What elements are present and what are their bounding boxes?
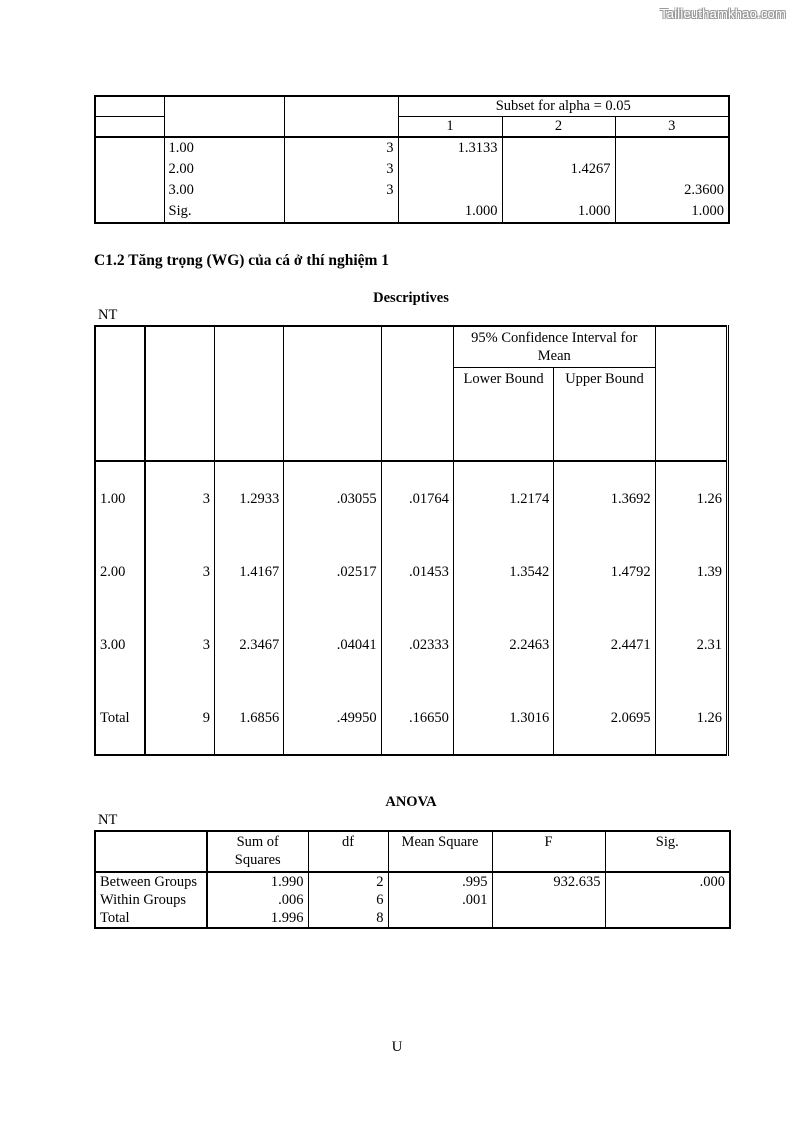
n-cell (284, 201, 398, 223)
subset-2-cell: 1.4267 (502, 159, 615, 180)
sd-cell: .04041 (284, 608, 381, 681)
se-cell: .16650 (381, 681, 453, 755)
source-cell: Between Groups (95, 872, 207, 891)
mean-cell: 1.6856 (214, 681, 283, 755)
group-cell: Sig. (164, 201, 284, 223)
n-cell: 3 (284, 159, 398, 180)
df-header: df (308, 831, 388, 872)
lower-bound-cell: 2.2463 (453, 608, 553, 681)
n-cell: 3 (145, 461, 214, 535)
source-cell: Total (95, 909, 207, 928)
subset-3-cell (615, 137, 729, 159)
sig-header: Sig. (605, 831, 730, 872)
anova-table (94, 830, 731, 929)
section-heading: C1.2 Tăng trọng (WG) của cá ở thí nghiệm 1 (94, 252, 390, 269)
se-cell: .02333 (381, 608, 453, 681)
f-header: F (492, 831, 605, 872)
ms-cell: .995 (388, 872, 492, 891)
upper-bound-header: Upper Bound (554, 368, 655, 462)
anova-header-row (95, 831, 730, 872)
descriptives-variable-label: NT (98, 307, 118, 323)
table-row (95, 201, 729, 223)
mean-cell: 1.4167 (214, 535, 283, 608)
lower-bound-cell: 1.2174 (453, 461, 553, 535)
ci-header: 95% Confidence Interval for Mean (453, 326, 655, 368)
min-cell: 1.26 (696, 709, 722, 726)
sd-cell: .02517 (284, 535, 381, 608)
group-cell: 1.00 (164, 137, 284, 159)
sig-cell (605, 909, 730, 928)
table-row (95, 891, 730, 909)
min-cell: 1.26 (696, 490, 722, 507)
mean-cell: 2.3467 (214, 608, 283, 681)
subset-table (94, 95, 730, 224)
sig-cell: .000 (699, 874, 725, 890)
lower-bound-cell: 1.3542 (453, 535, 553, 608)
table-row (95, 681, 728, 755)
upper-bound-cell: 2.4471 (554, 608, 655, 681)
watermark: Tailieuthamkhao.com (660, 6, 786, 21)
n-cell: 3 (284, 137, 398, 159)
ss-cell: .006 (207, 891, 308, 909)
n-cell: 3 (145, 608, 214, 681)
group-cell: 2.00 (164, 159, 284, 180)
se-cell: .01453 (381, 535, 453, 608)
subset-3-cell (615, 159, 729, 180)
table-row (95, 159, 729, 180)
mean-cell: 1.2933 (214, 461, 283, 535)
df-cell: 6 (308, 891, 388, 909)
n-cell: 9 (145, 681, 214, 755)
ms-cell (388, 909, 492, 928)
f-cell (492, 891, 605, 909)
upper-bound-cell: 1.3692 (554, 461, 655, 535)
subset-header: Subset for alpha = 0.05 (398, 96, 729, 117)
subset-col-2: 2 (502, 117, 615, 138)
table-row (95, 461, 728, 535)
min-cell: 1.39 (696, 563, 722, 580)
ss-cell: 1.990 (207, 872, 308, 891)
group-cell: Total (95, 681, 145, 755)
descriptives-table (94, 325, 729, 756)
sum-of-squares-header: Sum of Squares (207, 831, 308, 872)
subset-3-cell: 1.000 (691, 203, 725, 219)
subset-columns-row (95, 117, 729, 138)
table-row (95, 909, 730, 928)
se-cell: .01764 (381, 461, 453, 535)
subset-1-cell: 1.000 (398, 201, 502, 223)
subset-3-cell: 2.3600 (684, 182, 725, 198)
ss-cell: 1.996 (207, 909, 308, 928)
group-cell: 2.00 (95, 535, 145, 608)
f-cell (492, 909, 605, 928)
group-cell: 3.00 (164, 180, 284, 201)
table-row (95, 180, 729, 201)
n-cell: 3 (145, 535, 214, 608)
table-row (95, 137, 729, 159)
df-cell: 2 (308, 872, 388, 891)
mean-square-header: Mean Square (388, 831, 492, 872)
sig-cell (605, 891, 730, 909)
subset-header-row (95, 96, 729, 117)
table-row (95, 535, 728, 608)
df-cell: 8 (308, 909, 388, 928)
n-cell: 3 (284, 180, 398, 201)
subset-2-cell (502, 180, 615, 201)
subset-1-cell: 1.3133 (398, 137, 502, 159)
table-row (95, 872, 730, 891)
subset-col-3: 3 (615, 117, 729, 138)
min-cell: 2.31 (696, 636, 722, 653)
descriptives-title: Descriptives (373, 290, 449, 306)
subset-1-cell (398, 159, 502, 180)
group-cell: 3.00 (95, 608, 145, 681)
lower-bound-cell: 1.3016 (453, 681, 553, 755)
upper-bound-cell: 1.4792 (554, 535, 655, 608)
group-cell: 1.00 (95, 461, 145, 535)
lower-bound-header: Lower Bound (453, 368, 553, 462)
page-footer: U (391, 1039, 403, 1055)
f-cell: 932.635 (492, 872, 605, 891)
anova-variable-label: NT (98, 812, 118, 828)
sd-cell: .03055 (284, 461, 381, 535)
subset-2-cell: 1.000 (502, 201, 615, 223)
upper-bound-cell: 2.0695 (554, 681, 655, 755)
subset-col-1: 1 (398, 117, 502, 138)
ms-cell: .001 (388, 891, 492, 909)
descriptives-header-row-1 (95, 326, 728, 368)
sd-cell: .49950 (284, 681, 381, 755)
anova-title: ANOVA (385, 794, 437, 810)
subset-1-cell (398, 180, 502, 201)
source-cell: Within Groups (95, 891, 207, 909)
subset-2-cell (502, 137, 615, 159)
table-row (95, 608, 728, 681)
